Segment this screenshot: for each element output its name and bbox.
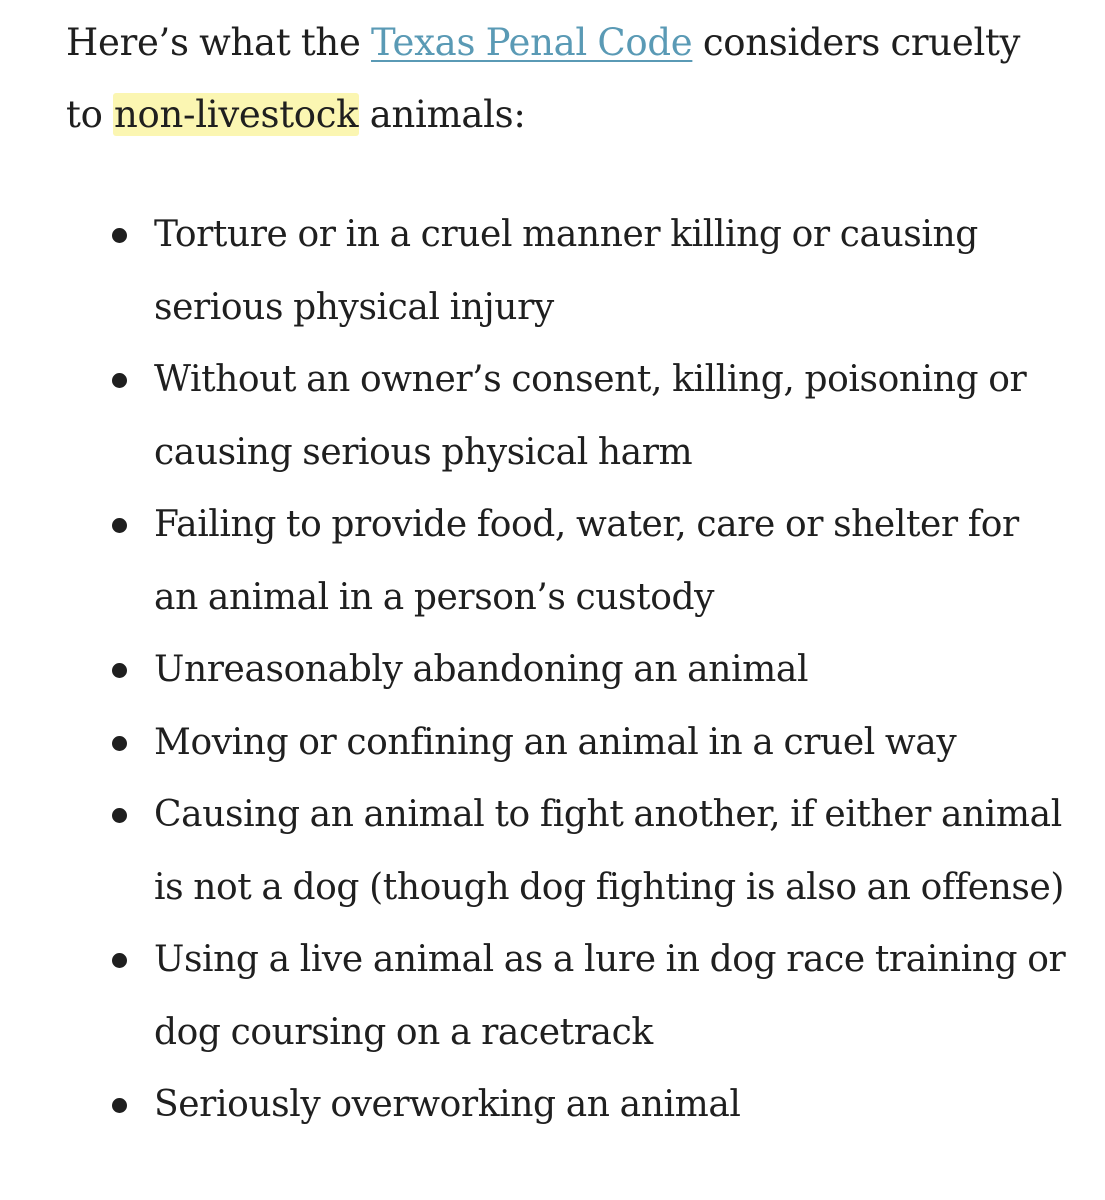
list-item <box>66 634 1066 707</box>
bullet-icon <box>112 518 127 533</box>
texas-penal-code-link[interactable]: Texas Penal Code <box>371 21 693 64</box>
bullet-icon <box>112 808 127 823</box>
list-item-text: Torture or in a cruel manner killing or causing serious physical injury <box>154 214 978 328</box>
intro-text-middle: considers cruelty to <box>66 21 1021 136</box>
bullet-icon <box>112 663 127 678</box>
list-item-text: Failing to provide food, water, care or shelter for an animal in a person’s custody <box>154 504 1019 618</box>
article-body <box>66 0 1066 1142</box>
cruelty-list <box>66 199 1066 1142</box>
intro-paragraph <box>66 0 1066 151</box>
list-item-text: Causing an animal to fight another, if either animal is not a dog (though dog fighting is also an offense) <box>154 794 1065 908</box>
list-item <box>66 924 1066 1069</box>
list-item-text: Without an owner’s consent, killing, poisoning or causing serious physical harm <box>154 359 1027 473</box>
list-item-text: Using a live animal as a lure in dog race training or dog coursing on a racetrack <box>154 939 1066 1053</box>
intro-text-start: Here’s what the <box>66 21 372 64</box>
bullet-icon <box>112 953 127 968</box>
list-item-text: Moving or confining an animal in a cruel way <box>154 721 957 763</box>
highlighted-term: non-livestock <box>114 93 359 136</box>
list-item <box>66 199 1066 344</box>
intro-text-end: animals: <box>359 93 526 136</box>
list-item <box>66 1069 1066 1142</box>
bullet-icon <box>112 373 127 388</box>
list-item-text: Seriously overworking an animal <box>154 1084 741 1125</box>
bullet-icon <box>112 228 127 243</box>
list-item <box>66 707 1066 780</box>
list-item <box>66 344 1066 489</box>
list-item-text: Unreasonably abandoning an animal <box>154 649 809 690</box>
list-item <box>66 779 1066 924</box>
bullet-icon <box>112 736 127 751</box>
list-item <box>66 489 1066 634</box>
bullet-icon <box>112 1098 127 1113</box>
